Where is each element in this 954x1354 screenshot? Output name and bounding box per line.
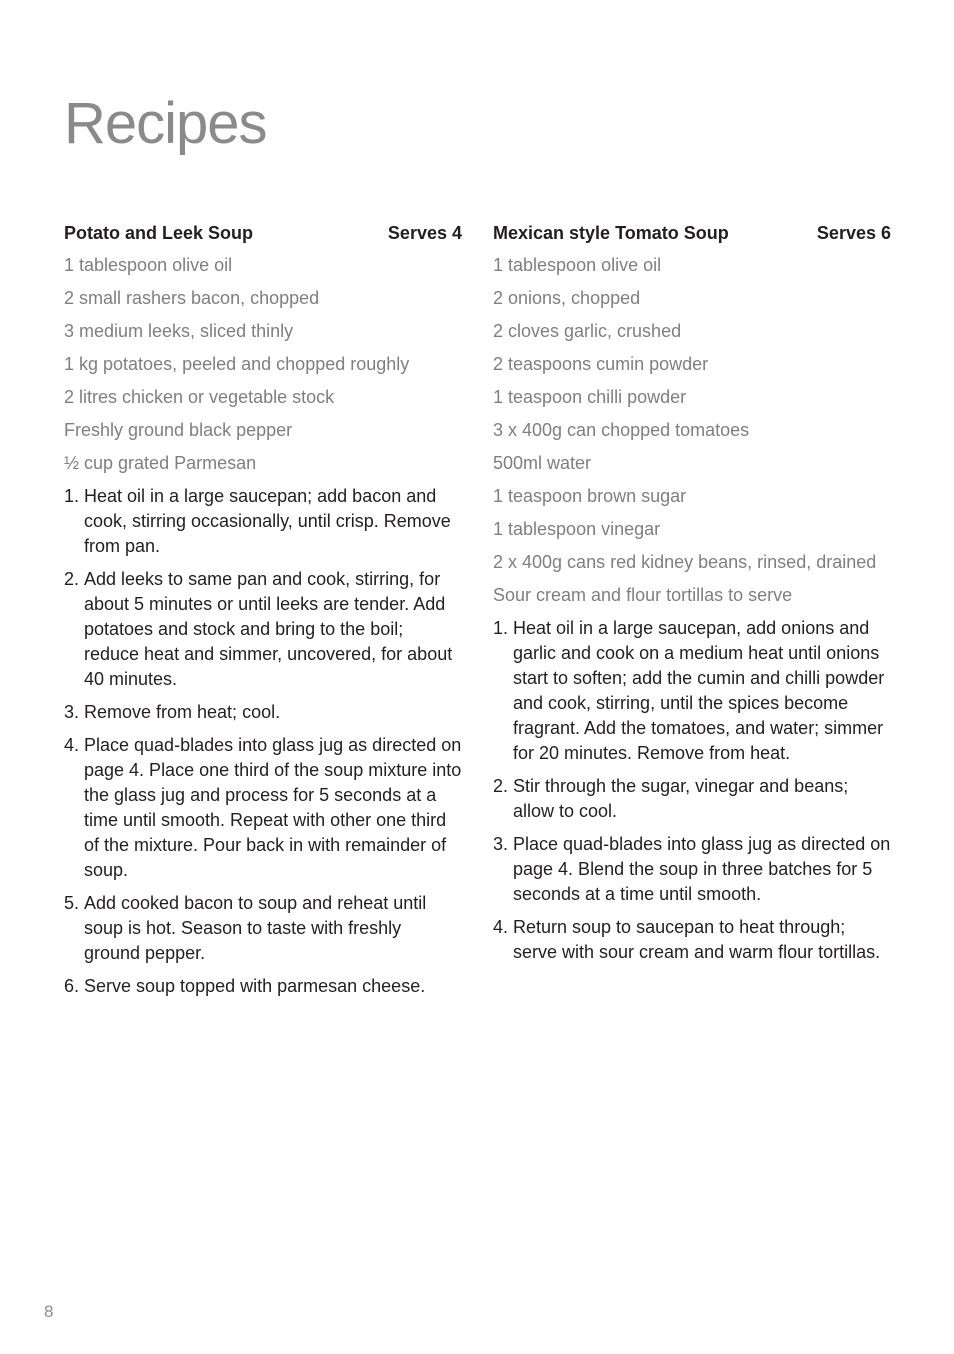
step-number: 4. [493, 917, 509, 937]
step-number: 6. [64, 976, 80, 996]
method-step [64, 891, 462, 966]
step-number: 1. [493, 618, 509, 638]
step-text: Serve soup topped with parmesan cheese. [84, 976, 426, 996]
method-step [493, 832, 891, 907]
recipe-header [493, 220, 891, 246]
method-step [64, 567, 462, 692]
ingredient-item: 1 teaspoon chilli powder [493, 387, 687, 407]
step-number: 5. [64, 893, 80, 913]
step-text: Remove from heat; cool. [84, 702, 281, 722]
ingredient-item: 2 teaspoons cumin powder [493, 354, 709, 374]
ingredient-item: 2 litres chicken or vegetable stock [64, 387, 335, 407]
step-text: Add cooked bacon to soup and reheat until soup is hot. Season to taste with freshly ground pepper. [84, 893, 427, 963]
method-steps [64, 484, 462, 999]
method-step [493, 616, 891, 766]
step-number: 3. [493, 834, 509, 854]
step-text: Heat oil in a large saucepan, add onions and garlic and cook on a medium heat until onions start to soften; add the cumin and chilli powder and cook, stirring, until the spices become fragrant. Add the tomatoes, and water; simmer for 20 minutes. Remove from heat. [513, 618, 885, 763]
ingredient-item: 500ml water [493, 453, 592, 473]
ingredient-item: 1 kg potatoes, peeled and chopped roughly [64, 354, 410, 374]
method-step [64, 733, 462, 883]
method-step [64, 700, 462, 725]
method-step [493, 915, 891, 965]
method-step [64, 484, 462, 559]
ingredient-list [493, 253, 891, 608]
ingredient-item: 1 tablespoon olive oil [493, 255, 662, 275]
step-number: 2. [493, 776, 509, 796]
recipe-potato-leek-soup [64, 220, 462, 1007]
ingredient-item: 1 tablespoon olive oil [64, 255, 233, 275]
ingredient-item: Sour cream and flour tortillas to serve [493, 585, 793, 605]
step-text: Stir through the sugar, vinegar and beans; allow to cool. [513, 776, 849, 821]
step-text: Place quad-blades into glass jug as directed on page 4. Blend the soup in three batches for 5 seconds at a time until smooth. [513, 834, 891, 904]
recipe-header [64, 220, 462, 246]
step-text: Add leeks to same pan and cook, stirring, for about 5 minutes or until leeks are tender. Add potatoes and stock and bring to the boil; reduce heat and simmer, uncovered, for about 40 minutes. [84, 569, 453, 689]
recipe-title: Mexican style Tomato Soup [493, 223, 729, 243]
method-step [493, 774, 891, 824]
ingredient-item: ½ cup grated Parmesan [64, 453, 257, 473]
ingredient-item: 2 small rashers bacon, chopped [64, 288, 320, 308]
step-text: Place quad-blades into glass jug as directed on page 4. Place one third of the soup mixture into the glass jug and process for 5 seconds at a time until smooth. Repeat with other one third of the mixture. Pour back in with remainder of soup. [84, 735, 462, 880]
step-text: Return soup to saucepan to heat through; serve with sour cream and warm flour tortillas. [513, 917, 881, 962]
recipe-title: Potato and Leek Soup [64, 223, 254, 243]
method-steps [493, 616, 891, 965]
ingredient-item: 3 x 400g can chopped tomatoes [493, 420, 750, 440]
ingredient-list [64, 253, 462, 476]
step-number: 2. [64, 569, 80, 589]
page-title: Recipes [64, 90, 267, 156]
ingredient-item: 1 teaspoon brown sugar [493, 486, 687, 506]
serves-label: Serves 6 [816, 223, 891, 243]
step-number: 4. [64, 735, 80, 755]
ingredient-item: 2 x 400g cans red kidney beans, rinsed, drained [493, 552, 877, 572]
step-text: Heat oil in a large saucepan; add bacon and cook, stirring occasionally, until crisp. Remove from pan. [84, 486, 451, 556]
page-number: 8 [44, 1302, 54, 1321]
step-number: 3. [64, 702, 80, 722]
ingredient-item: 3 medium leeks, sliced thinly [64, 321, 294, 341]
recipe-mexican-tomato-soup [493, 220, 891, 973]
ingredient-item: 2 cloves garlic, crushed [493, 321, 682, 341]
ingredient-item: 1 tablespoon vinegar [493, 519, 661, 539]
serves-label: Serves 4 [387, 223, 462, 243]
ingredient-item: Freshly ground black pepper [64, 420, 293, 440]
method-step [64, 974, 462, 999]
step-number: 1. [64, 486, 80, 506]
ingredient-item: 2 onions, chopped [493, 288, 641, 308]
